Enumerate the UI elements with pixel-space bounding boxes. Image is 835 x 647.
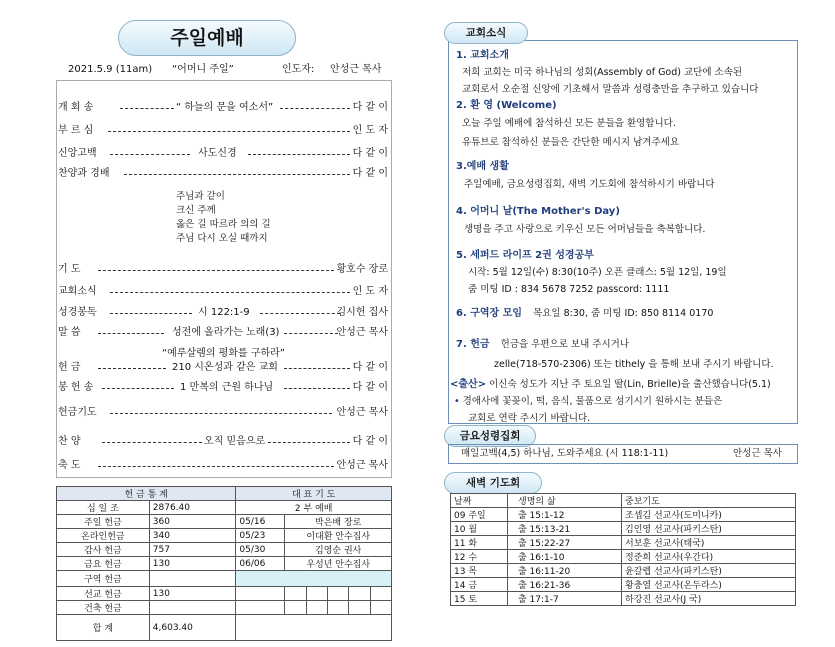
worship-song-list: 주님과 같이 크신 주께 옳은 길 따르라 의의 길 주님 다시 오실 때까지: [176, 191, 271, 244]
table-row: 감사 헌금 757 05/30 김영순 권사: [57, 543, 392, 557]
table-row: 14 금 출 16:21-36 황충열 선교사(온두라스): [451, 578, 796, 592]
friday-box: 매일고백(4,5) 하나님, 도와주세요 (시 118:1-11) 안성근 목사: [448, 444, 798, 464]
bullet-icon: •: [454, 396, 460, 407]
table-row: 주일 헌금 360 05/16 박은배 장로: [57, 515, 392, 529]
table-row: 합 계 4,603.40: [57, 615, 392, 641]
table-row: 선교 헌금 130: [57, 587, 392, 601]
order-row: 축 도 안성근 목사: [58, 460, 388, 471]
order-row: 교회소식 인 도 자: [58, 286, 388, 297]
order-row: 말 씀 성전에 올라가는 노래(3) 안성근 목사: [58, 327, 388, 338]
order-row: 찬 양 오직 믿음으로 다 같 이: [58, 436, 388, 447]
order-row: 개 회 송 “ 하늘의 문을 여소서” 다 같 이: [58, 102, 388, 113]
order-row: 신앙고백 사도신경 다 같 이: [58, 148, 388, 159]
leader-name: 안성근 목사: [330, 64, 382, 75]
offering-table: 헌 금 통 계 대 표 기 도 십 일 조 2876.40 2 부 예배 주일 헌금 360 05/16 박은배 장로 온라인헌금 340 05/23 이대환 안수집사 감사 헌금 757 05/30 김영순 권사 금요 헌금 130 06/06 우성년 안수집사 구역 헌금 선교 헌금 130 건축 헌금 합 계 4,603.40: [56, 486, 392, 641]
news-item-3: 3.예배 생활 주일예배, 금요성령집회, 새벽 기도회에 참석하시기 바랍니다: [456, 161, 715, 190]
order-row: 봉 헌 송 1 만복의 근원 하나님 다 같 이: [58, 382, 388, 393]
service-theme: “어머니 주일”: [172, 64, 234, 75]
news-item-5: 5. 세퍼드 라이프 2권 성경공부 시작: 5월 12일(수) 8:30(10주) 오픈 클래스: 5월 12일, 19일 줌 미팅 ID : 834 5678 7252 passcord: 1111: [456, 250, 727, 295]
table-row: 09 주일 출 15:1-12 조셉김 선교사(도미니카): [451, 508, 796, 522]
table-row: 온라인헌금 340 05/23 이대환 안수집사: [57, 529, 392, 543]
order-row: 부 르 심 인 도 자: [58, 125, 388, 136]
table-row: 13 목 출 16:11-20 윤갈렙 선교사(파키스탄): [451, 564, 796, 578]
news-item-7: 7. 헌금 헌금을 우편으로 보내 주시거나 zelle(718-570-2306) 또는 tithely 을 통해 보내 주시기 바랍니다.: [456, 339, 774, 370]
table-row: 금요 헌금 130 06/06 우성년 안수집사: [57, 557, 392, 571]
dawn-prayer-table: 날짜 생명의 삶 중보기도 09 주일 출 15:1-12 조셉김 선교사(도미니카) 10 월 출 15:13-21 김인영 선교사(파키스탄) 11 화 출 15:22-27 서보훈 선교사(태국) 12 수 출 16:1-10 정준희 선교사(우간다) 13 목 출 16:11-20 윤갈렙 선교사(파키스탄) 14 금 출 16:21-36 황충열 선교사(온두라스) 15 토 출 17:1-7 하강진 선교사(J 국): [450, 493, 796, 606]
table-row: 건축 헌금: [57, 601, 392, 615]
service-date: 2021.5.9 (11am): [68, 64, 153, 75]
order-row: 성경봉독 시 122:1-9 김시헌 집사: [58, 307, 388, 318]
table-row: 십 일 조 2876.40 2 부 예배: [57, 501, 392, 515]
news-item-1: 1. 교회소개 저희 교회는 미국 하나님의 성회(Assembly of God) 교단에 소속된 교회로서 오순절 신앙에 기초해서 말씀과 성령충만을 추구하고 있습니다: [456, 50, 759, 95]
news-item-4: 4. 어머니 날(The Mother's Day) 생명을 주고 사랑으로 키우신 모든 어머님들을 축복합니다.: [456, 206, 706, 235]
leader-label: 인도자:: [282, 64, 315, 75]
table-row: 15 토 출 17:1-7 하강진 선교사(J 국): [451, 592, 796, 606]
order-row: 헌 금 210 시온성과 같은 교회 다 같 이: [58, 362, 388, 373]
order-row: 헌금기도 안성근 목사: [58, 407, 388, 418]
sermon-subtitle: “예루살렘의 평화를 구하라”: [162, 348, 285, 359]
table-row: 구역 헌금: [57, 571, 392, 587]
friday-section-title: 금요성령집회: [444, 425, 536, 447]
table-row: 10 월 출 15:13-21 김인영 선교사(파키스탄): [451, 522, 796, 536]
news-item-2: 2. 환 영 (Welcome) 오늘 주일 예배에 참석하신 모든 분들을 환영합니다. 유튜브로 참석하신 분들은 간단한 메시지 남겨주세요: [456, 100, 679, 148]
birth-notice: <출산> 이신숙 성도가 지난 주 토요일 딸(Lin, Brielle)을 출산했습니다(5.1) • 경애사에 꽃꽂이, 떡, 음식, 물품으로 섬기시기 원하시는 분들은 교회로 연락 주시기 바랍니다.: [450, 379, 771, 424]
table-row: 12 수 출 16:1-10 정준희 선교사(우간다): [451, 550, 796, 564]
order-row: 기 도 황호수 장로: [58, 264, 388, 275]
table-row: 11 화 출 15:22-27 서보훈 선교사(태국): [451, 536, 796, 550]
dawn-section-title: 새벽 기도회: [444, 472, 542, 494]
news-section-title: 교회소식: [444, 22, 528, 44]
service-title: 주일예배: [118, 20, 296, 56]
news-item-6: 6. 구역장 모임 목요일 8:30, 줌 미팅 ID: 850 8114 0170: [456, 308, 714, 319]
service-info-line: [60, 62, 390, 78]
order-row: 찬양과 경배 다 같 이: [58, 168, 388, 179]
